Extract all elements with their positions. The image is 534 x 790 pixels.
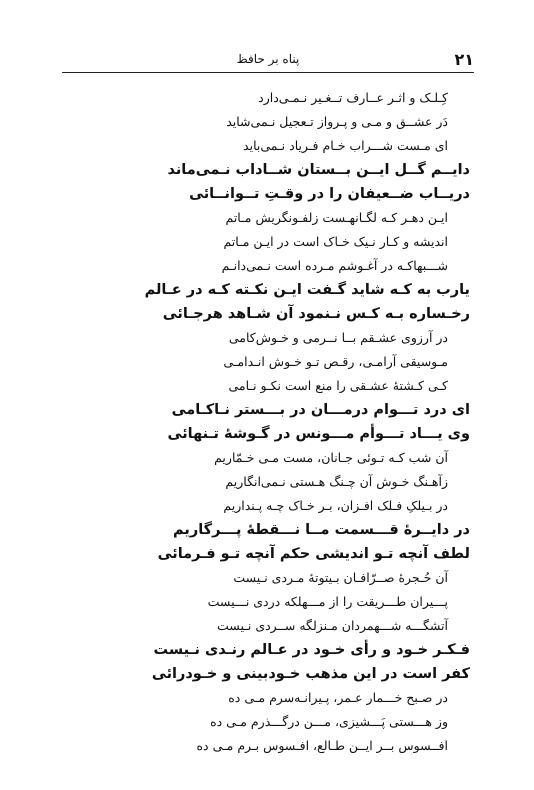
page-header [62,50,474,72]
verse-line: ایـن دهـر کـه لگـانهـست زلفـونگریش مـاتم [225,210,448,225]
refrain-line: یارب به کـه شاید گـفت ایـن نکـته کـه در عـالم [144,282,470,298]
verse-line: مـوسیقی آرامـی، رقـص تـو خـوش انـدامـی [223,354,448,369]
running-title: پناه بر حافظ [236,52,300,66]
verse-line: در صـبح خـــمار عـمر، پـیرانـه‌سرم مـی ده [228,690,448,705]
verse-line: پـــیران طـــریقت را از مـــهلکه دردی نـــیست [207,594,448,609]
verse-line: آن حُـجرهٔ صــرّافـان بـیتوتهٔ مـردی نـیست [233,570,448,585]
verse-line: کـی کـشتهٔ عشـقی را منع است نکـو نـامی [228,378,448,393]
refrain-line: رخـساره بـه کـس نـنمود آن شـاهد هرجـائی [162,306,470,322]
header-rule [62,72,474,73]
refrain-line: ای درد تـــوام درمـــان در بـــستر نـاکـامی [171,402,470,418]
verse-line: کِـلـک و اثـر عــارف تــغـیر نـمـی‌دارد [258,90,448,105]
verse-line: وز هـــستی پَـــشیزی، مـــن درگـــذرم مـی ده [210,714,448,729]
verse-line: افــسوس بــر ایــن طـالع، افـسوس بـرم مـی ده [196,738,448,753]
verse-line: شـــبهاکـه در آغـوشم مـرده است نـمی‌دانـم [221,258,448,273]
verse-line: ای مـست شـــراب خـام فـریاد نـمی‌باید [243,138,448,153]
verse-line: اندیشه و کـار نـیک خـاک است در ایـن مـاتم [223,234,448,249]
page-number: ۲۱ [454,50,474,69]
verse-line: در آرزوی عشـقم بــا نــرمی و خـوش‌کامی [228,330,448,345]
refrain-line: کفر است در این مذهب خـودبینی و خـودرائی [151,666,470,682]
verse-line: آن شب کـه تـوئی جـانان، مست مـی خـمّاریم [214,450,448,465]
poem-body [90,86,470,758]
verse-line: آتشگـــه شـــهمردان مـنزلگه ســردی نـیست [217,618,448,633]
refrain-line: دایــم گــل ایــن بــستان شــاداب نـمی‌ماند [167,162,470,178]
refrain-line: لطف آنچه تـو اندیشی حکم آنچه تـو فـرمائی [157,546,470,562]
refrain-line: در دایــرهٔ قـــسمت مــا نـــقطهٔ پـــرگاریم [173,522,470,538]
verse-line: دَر عشــق و مـی و پـرواز تـعجیل نـمی‌شاید [226,114,448,129]
verse-line: در بـیلکِ فـلک افـزان، بـر خـاک چـه پـنداریم [223,498,448,513]
refrain-line: فـکـر خـود و رأی خـود در عـالم رنـدی نـیست [153,642,470,658]
verse-line: زآهـنگ خـوش آن چـنگ هـستی نـمی‌انگاریم [225,474,448,489]
refrain-line: وی یـــاد تـــوأم مـــونس در گـوشهٔ تـنهائی [167,426,470,442]
refrain-line: دریــاب ضــعیفان را در وقـتِ تــوانــائی [189,186,470,202]
